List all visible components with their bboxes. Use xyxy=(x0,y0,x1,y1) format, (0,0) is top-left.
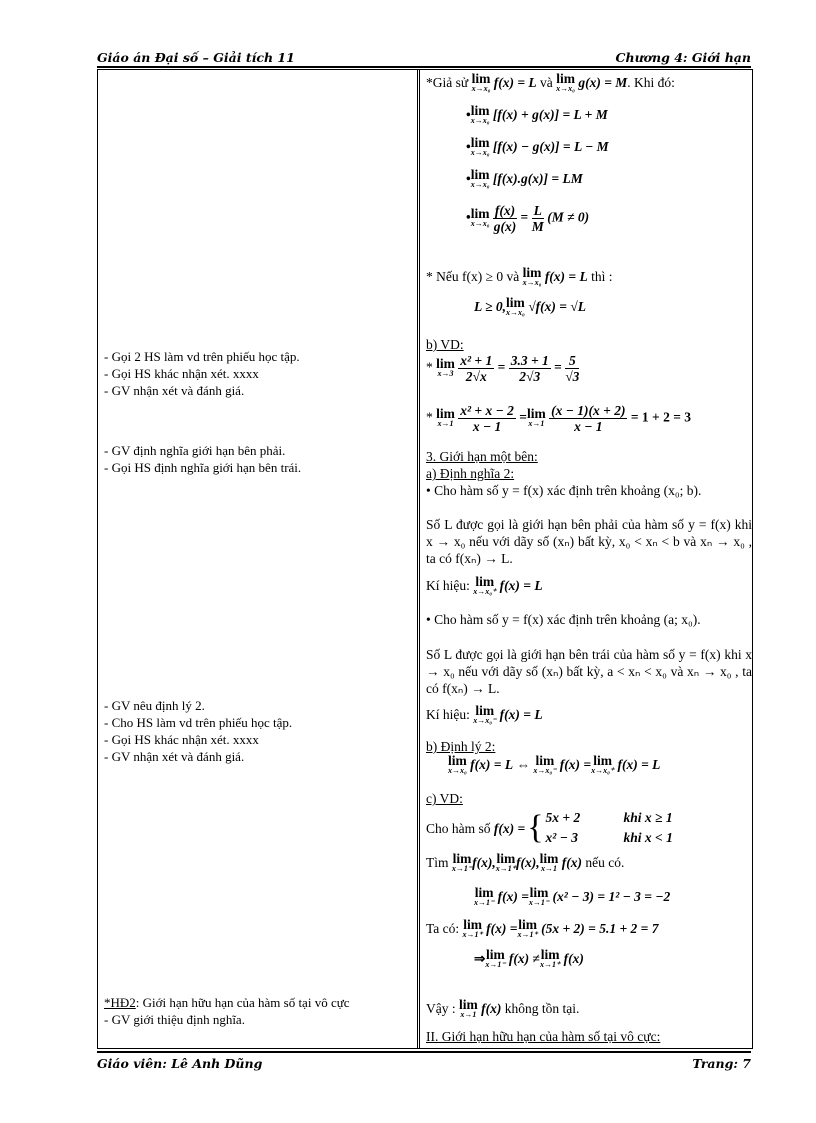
rule-sum-expr: [f(x) + g(x)] = L + M xyxy=(492,107,608,123)
lim-subscript: x→x₀⁺ xyxy=(473,587,497,596)
theorem-2-statement xyxy=(448,753,774,776)
piece2-expr: x² − 3 xyxy=(545,830,579,845)
quot-M: M xyxy=(531,219,544,234)
thm-expr-2: f(x) = xyxy=(559,757,592,773)
lim-subscript: x→1⁻ xyxy=(528,898,550,907)
lim-symbol: lim xyxy=(496,851,516,866)
rule-quot: •lim x→x₀ $\frac{f(x)}{g(x)}$ = $\frac{L}{M}$ (M ≠ 0) xyxy=(466,203,590,234)
lim-symbol: lim xyxy=(470,135,490,150)
lim-subscript: x→x₀ xyxy=(448,766,467,775)
nonneg-suffix: thì : xyxy=(591,269,613,285)
piece-fx: f(x) = xyxy=(493,820,526,836)
lim-symbol: lim xyxy=(540,947,560,962)
conclusion-prefix: Vậy : xyxy=(426,1001,456,1017)
piece1-expr: 5x + 2 xyxy=(545,810,581,825)
nonneg-line xyxy=(426,265,752,288)
conclusion-line xyxy=(426,997,752,1020)
bullet-right-domain: • Cho hàm số y = f(x) xác định trên khoảng (x₀; b). xyxy=(426,483,702,498)
lim-subscript: x→1⁻ xyxy=(451,864,473,873)
g-eq-M: g(x) = M xyxy=(578,75,628,91)
quot-den: g(x) xyxy=(493,219,517,234)
lim-symbol: lim xyxy=(470,103,490,118)
suppose-prefix: *Giả sử xyxy=(426,75,469,91)
lim-symbol: lim xyxy=(459,997,478,1012)
left-line: - Gọi HS khác nhận xét. xxxx xyxy=(104,366,259,381)
conclusion-fx: f(x) xyxy=(481,1001,502,1017)
lim-subscript: x→1⁺ xyxy=(462,930,483,939)
calc-left-fx: f(x) = xyxy=(497,889,529,905)
lim-symbol: lim xyxy=(436,355,455,371)
calc-left xyxy=(474,885,800,908)
suppose-line xyxy=(426,71,752,94)
find-expr: f(x), xyxy=(515,855,540,871)
find-suffix: nếu có. xyxy=(585,855,625,871)
lim-subscript: x→1 xyxy=(540,864,557,873)
implies-fx-2: f(x) xyxy=(563,951,584,967)
section-3-heading: 3. Giới hạn một bên: xyxy=(426,449,538,464)
lim-symbol: lim xyxy=(506,295,525,310)
notation-expr: f(x) = L xyxy=(499,578,543,594)
lim-subscript: x→x₀⁻ xyxy=(473,716,497,725)
lim-subscript: x→x₀ xyxy=(470,218,490,228)
right-limit-definition: Số L được gọi là giới hạn bên phải của hàm số y = f(x) khi x → x₀ nếu với dãy số (xₙ) bất kỳ, x₀ < xₙ < b và xₙ → x₀ , ta có f(xₙ) → L. xyxy=(426,517,752,566)
implies-line xyxy=(474,947,800,970)
left-line: - GV nhận xét và đánh giá. xyxy=(104,749,245,764)
lim-symbol: lim xyxy=(556,71,575,86)
lim-symbol: lim xyxy=(475,703,495,718)
lim-subscript: x→x₀ xyxy=(470,116,490,125)
piece2-cond: khi x < 1 xyxy=(623,830,673,845)
calc-right-expr: (5x + 2) = 5.1 + 2 = 7 xyxy=(541,921,659,937)
lim-subscript: x→3 xyxy=(437,368,454,378)
ex1-den: 2√x xyxy=(465,369,487,384)
lim-symbol: lim xyxy=(475,574,495,589)
thm-expr-1: f(x) = L xyxy=(470,757,514,773)
lim-symbol: lim xyxy=(452,851,472,866)
ex1-num: x² + 1 xyxy=(460,353,493,368)
lim-symbol: lim xyxy=(470,205,490,221)
quot-L: L xyxy=(533,203,542,218)
activity-label: *HĐ2 xyxy=(104,995,136,1010)
lim-symbol: lim xyxy=(539,851,559,866)
notation-label: Kí hiệu: xyxy=(426,578,470,594)
lim-symbol: lim xyxy=(518,917,537,932)
theorem-2-heading: b) Định lý 2: xyxy=(426,739,496,754)
right-notation xyxy=(426,574,752,597)
rule-diff: •lim x→x₀ [f(x) − g(x)] = L − M xyxy=(466,135,609,157)
page-header xyxy=(97,50,751,68)
ex2-num: x² + x − 2 xyxy=(460,403,514,418)
quot-cond: (M ≠ 0) xyxy=(547,209,590,225)
lesson-table xyxy=(97,69,753,1049)
neq-symbol: ≠ xyxy=(532,951,540,967)
left-line: - GV nhận xét và đánh giá. xyxy=(104,383,245,398)
lim-subscript: x→1⁻ xyxy=(474,898,495,907)
nonneg-prefix: * Nếu f(x) ≥ 0 và xyxy=(426,269,520,285)
lim-subscript: x→x₀⁺ xyxy=(591,766,615,775)
nonneg-result-b: √f(x) = √L xyxy=(528,299,586,315)
piece-prefix: Cho hàm số xyxy=(426,820,491,836)
ex2-result: = 1 + 2 = 3 xyxy=(630,409,692,425)
lim-symbol: lim xyxy=(527,405,546,421)
footer-teacher: Giáo viên: Lê Anh Dũng xyxy=(97,1056,263,1071)
lim-subscript: x→1⁺ xyxy=(495,864,516,873)
ex1-star: * xyxy=(426,359,433,375)
left-line: - Cho HS làm vd trên phiếu học tập. xyxy=(104,715,293,730)
ex2-den2: x − 1 xyxy=(574,419,603,434)
lim-symbol: lim xyxy=(463,917,483,932)
lim-subscript: x→x₀ xyxy=(471,84,491,93)
lim-subscript: x→x₀⁻ xyxy=(533,766,557,775)
find-fx: f(x) xyxy=(561,855,582,871)
piece1-cond: khi x ≥ 1 xyxy=(623,810,673,825)
lim-subscript: x→1⁺ xyxy=(517,930,538,939)
implies-fx-1: f(x) xyxy=(508,951,530,967)
vd-b-heading: b) VD: xyxy=(426,337,464,352)
piecewise-function xyxy=(426,808,752,848)
bullet-left-domain: • Cho hàm số y = f(x) xác định trên khoảng (a; x₀). xyxy=(426,612,701,627)
lim-symbol: lim xyxy=(593,753,612,768)
lim-subscript: x→1⁺ xyxy=(539,960,561,969)
suppose-and: và xyxy=(540,75,553,91)
page-footer xyxy=(97,1051,751,1071)
footer-page: Trang: 7 xyxy=(692,1056,751,1071)
find-line xyxy=(426,851,752,874)
left-group-3 xyxy=(104,697,409,765)
ex1-num2: 3.3 + 1 xyxy=(510,353,549,368)
f-eq-L: f(x) = L xyxy=(493,75,537,91)
lim-symbol: lim xyxy=(471,71,491,86)
left-group-2 xyxy=(104,442,409,476)
iff-symbol: ⇔ xyxy=(516,757,530,773)
ex1-den3: √3 xyxy=(565,369,580,384)
calc-right xyxy=(426,917,752,940)
left-line: - Gọi 2 HS làm vd trên phiếu học tập. xyxy=(104,349,300,364)
notation-label: Kí hiệu: xyxy=(426,707,470,723)
ex1-den2: 2√3 xyxy=(519,369,541,384)
lim-symbol: lim xyxy=(470,167,490,182)
left-limit-definition: Số L được gọi là giới hạn bên trái của hàm số y = f(x) khi x → x₀ nếu với dãy số (xₙ) bất kỳ, a < xₙ < x₀ và xₙ → x₀ , ta có f(xₙ) → L. xyxy=(426,647,752,696)
lim-symbol: lim xyxy=(474,885,494,900)
implies-symbol: ⇒ xyxy=(474,951,486,967)
ex2-den: x − 1 xyxy=(472,419,502,434)
calc-right-fx: f(x) = xyxy=(486,921,518,937)
find-prefix: Tìm xyxy=(426,855,449,871)
lim-subscript: x→x₀ xyxy=(522,278,542,287)
brace-icon: { xyxy=(527,809,544,846)
lim-subscript: x→1⁻ xyxy=(485,960,506,969)
header-title: Giáo án Đại số – Giải tích 11 xyxy=(97,50,295,65)
header-chapter: Chương 4: Giới hạn xyxy=(615,50,751,65)
nonneg-result xyxy=(474,295,800,318)
left-line: - GV giới thiệu định nghĩa. xyxy=(104,1012,245,1027)
suppose-end: . Khi đó: xyxy=(627,75,675,91)
nonneg-expr: f(x) = L xyxy=(544,269,588,285)
activity-text: : Giới hạn hữu hạn của hàm số tại vô cực xyxy=(135,995,350,1010)
quot-eq: = xyxy=(520,209,529,225)
rule-prod-expr: [f(x).g(x)] = LM xyxy=(492,171,583,187)
find-expr: f(x), xyxy=(472,855,496,871)
left-line: - GV nêu định lý 2. xyxy=(104,698,205,713)
ex1-num3: 5 xyxy=(565,353,579,369)
left-line: - GV định nghĩa giới hạn bên phải. xyxy=(104,443,286,458)
vd-c-heading: c) VD: xyxy=(426,791,463,806)
lim-symbol: lim xyxy=(535,753,555,768)
rule-sum: •lim x→x₀ [f(x) + g(x)] = L + M xyxy=(466,103,608,125)
quot-num: f(x) xyxy=(494,203,516,218)
rule-diff-expr: [f(x) − g(x)] = L − M xyxy=(492,139,609,155)
lim-subscript: x→x₀ xyxy=(470,148,490,157)
left-line: - Gọi HS khác nhận xét. xxxx xyxy=(104,732,259,747)
calc-left-expr: (x² − 3) = 1² − 3 = −2 xyxy=(552,889,671,905)
lim-subscript: x→x₀ xyxy=(470,180,490,189)
conclusion-suffix: không tồn tại. xyxy=(504,1001,580,1017)
lim-subscript: x→1 xyxy=(437,418,454,428)
column-divider xyxy=(417,70,420,1048)
lim-symbol: lim xyxy=(436,405,455,421)
ex2-num2: (x − 1)(x + 2) xyxy=(551,403,626,418)
lim-subscript: x→x₀ xyxy=(506,308,525,317)
definition-2-heading: a) Định nghĩa 2: xyxy=(426,466,515,481)
left-line: - Gọi HS định nghĩa giới hạn bên trái. xyxy=(104,460,302,475)
taco-label: Ta có: xyxy=(426,921,460,937)
lim-symbol: lim xyxy=(486,947,505,962)
thm-expr-3: f(x) = L xyxy=(617,757,661,773)
lim-symbol: lim xyxy=(448,753,467,768)
activity-heading xyxy=(104,994,409,1011)
left-group-4 xyxy=(104,994,409,1028)
nonneg-result-a: L ≥ 0, xyxy=(474,299,507,315)
notation-expr: f(x) = L xyxy=(499,707,543,723)
left-notation xyxy=(426,703,752,726)
example-2: * lim x→1 $\frac{\text{x² + x − 2}}{x - 1}$ =lim x→1 $\frac{(x - 1)(x + 2)}{x - 1}$ = 1 + 2 = 3 xyxy=(426,403,692,434)
lim-subscript: x→x₀ xyxy=(556,84,575,93)
left-group-1 xyxy=(104,348,409,399)
lim-symbol: lim xyxy=(529,885,549,900)
ex2-star: * xyxy=(426,409,433,425)
rule-prod: •lim x→x₀ [f(x).g(x)] = LM xyxy=(466,167,583,189)
section-II-heading: II. Giới hạn hữu hạn của hàm số tại vô cực: xyxy=(426,1029,661,1044)
example-1: * lim x→3 $\frac{\text{x² + 1}}{2√x}$ = $\frac{3.3 + 1}{2√3}$ = $\frac{5}{√3}$ xyxy=(426,353,580,384)
lim-subscript: x→1 xyxy=(460,1010,477,1019)
lim-subscript: x→1 xyxy=(528,418,545,428)
lim-symbol: lim xyxy=(522,265,542,280)
